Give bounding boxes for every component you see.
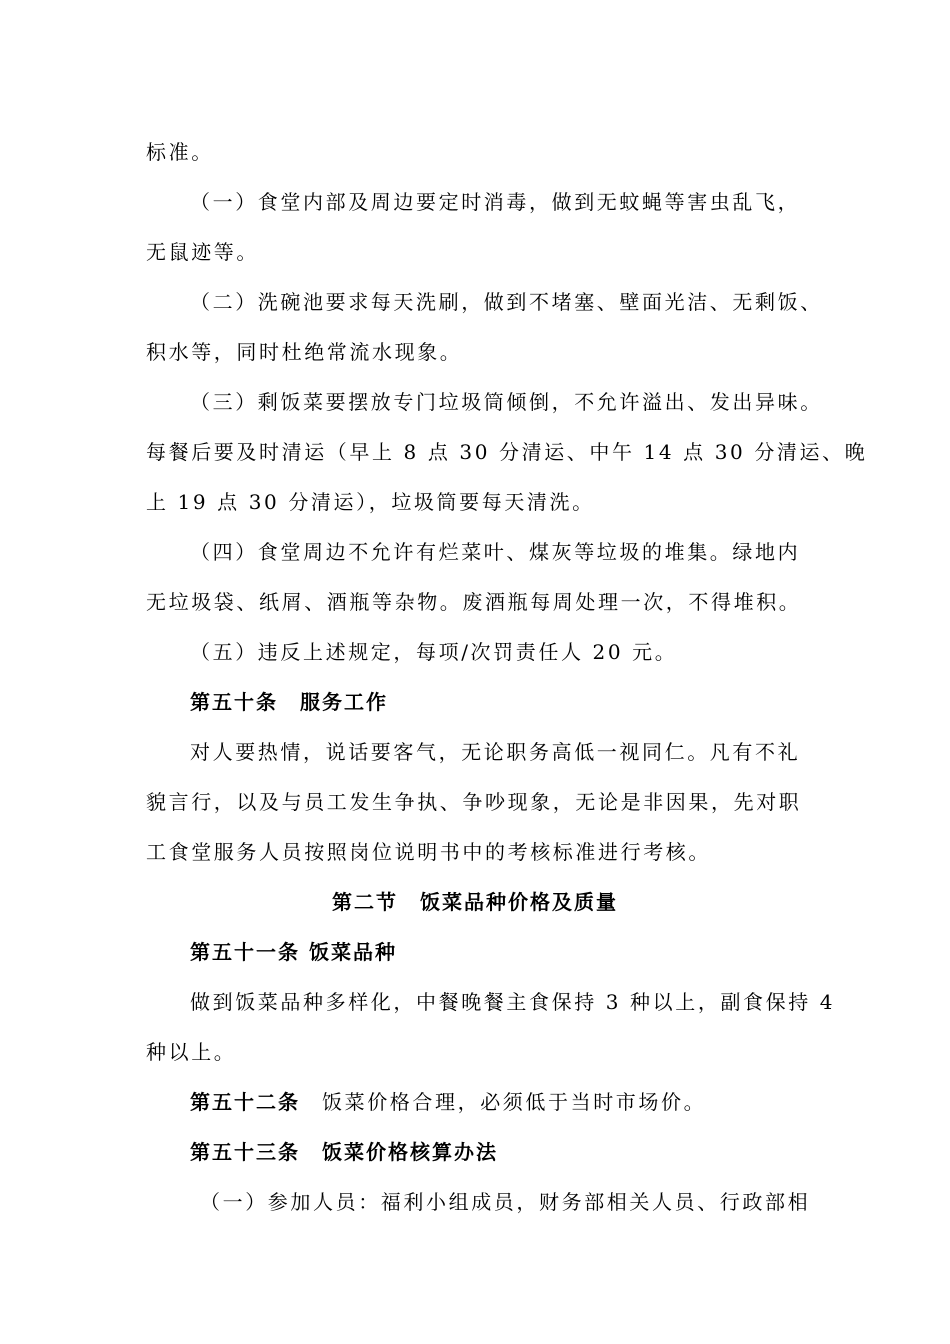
section-heading: 第二节 饭菜品种价格及质量	[332, 890, 618, 914]
paragraph-line: （四）食堂周边不允许有烂菜叶、煤灰等垃圾的堆集。绿地内	[190, 540, 801, 564]
paragraph-line: 无鼠迹等。	[146, 240, 259, 264]
paragraph-line: 积水等，同时杜绝常流水现象。	[146, 340, 463, 364]
paragraph-line: 每餐后要及时清运（早上 8 点 30 分清运、中午 14 点 30 分清运、晚	[146, 440, 868, 464]
article-number: 第五十三条	[190, 1140, 300, 1164]
paragraph-line: 貌言行，以及与员工发生争执、争吵现象，无论是非因果，先对职	[146, 790, 802, 814]
article-heading: 第五十条 服务工作	[190, 690, 388, 714]
paragraph-line: 做到饭菜品种多样化，中餐晚餐主食保持 3 种以上，副食保持 4	[190, 990, 836, 1014]
article-line	[190, 1090, 830, 1114]
paragraph-line: 无垃圾袋、纸屑、酒瓶等杂物。废酒瓶每周处理一次，不得堆积。	[146, 590, 802, 614]
paragraph-line: （五）违反上述规定，每项/次罚责任人 20 元。	[190, 640, 678, 664]
article-title: 饭菜价格核算办法	[322, 1140, 498, 1164]
paragraph-line: （一）参加人员：福利小组成员，财务部相关人员、行政部相	[200, 1190, 811, 1214]
paragraph-line: 工食堂服务人员按照岗位说明书中的考核标准进行考核。	[146, 840, 711, 864]
paragraph-line: 上 19 点 30 分清运），垃圾筒要每天清洗。	[146, 490, 595, 514]
paragraph-line: 标准。	[146, 140, 214, 164]
article-heading: 第五十一条 饭菜品种	[190, 940, 397, 964]
article-text: 饭菜价格合理，必须低于当时市场价。	[322, 1090, 707, 1114]
paragraph-line: 种以上。	[146, 1040, 237, 1064]
paragraph-line: 对人要热情，说话要客气，无论职务高低一视同仁。凡有不礼	[190, 740, 801, 764]
paragraph-line: （二）洗碗池要求每天洗刷，做到不堵塞、壁面光洁、无剩饭、	[190, 290, 823, 314]
article-line	[190, 1140, 830, 1164]
paragraph-line: （三）剩饭菜要摆放专门垃圾筒倾倒，不允许溢出、发出异味。	[190, 390, 823, 414]
paragraph-line: （一）食堂内部及周边要定时消毒，做到无蚊蝇等害虫乱飞，	[190, 190, 801, 214]
article-number: 第五十二条	[190, 1090, 300, 1114]
